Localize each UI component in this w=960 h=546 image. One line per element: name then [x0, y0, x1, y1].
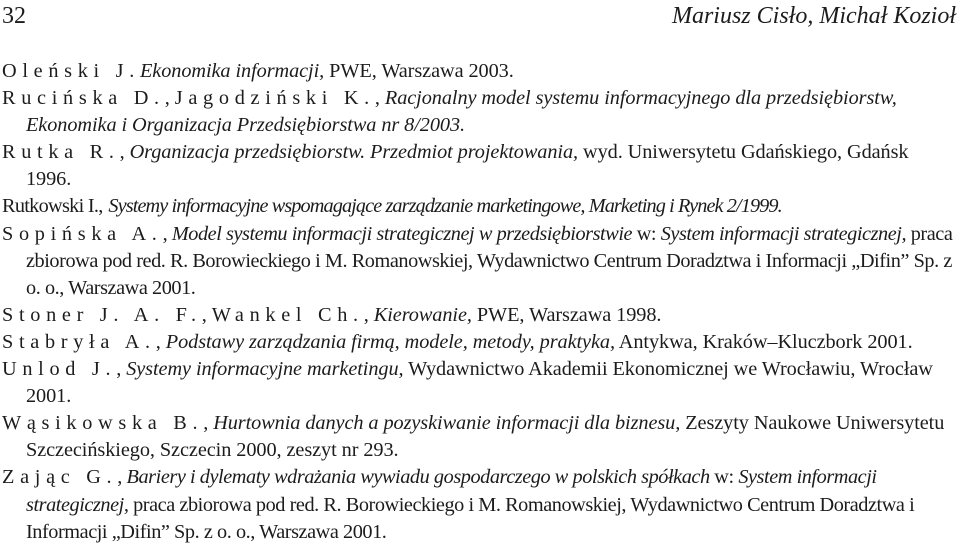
entry-title: Bariery i dylematy wdrażania wywiadu gospodarczego w polskich spółkach: [126, 466, 710, 489]
entry-publisher: Wydawnictwo Akademii Ekonomicznej we Wrocławiu, Wrocław 2001.: [26, 358, 933, 408]
bibliography-list: [2, 58, 957, 546]
entry-author: Unlod J.: [2, 358, 117, 381]
entry-connector: w:: [709, 466, 739, 489]
entry-author: Wąsikowska B.: [2, 412, 204, 435]
bibliography-entry: [2, 193, 957, 220]
bibliography-entry: [2, 356, 957, 410]
entry-publisher: PWE, Warszawa 1998.: [471, 303, 662, 326]
entry-author: Rutka R.: [2, 141, 120, 164]
entry-connector: w:: [632, 222, 661, 245]
entry-author: Rutkowski I.: [2, 195, 99, 218]
entry-separator: ,: [363, 303, 374, 326]
entry-book-title: System informacji strategicznej,: [26, 466, 877, 516]
entry-title: Ekonomika informacji,: [139, 60, 325, 82]
entry-separator: ,: [155, 330, 166, 353]
entry-separator: ,: [119, 141, 130, 164]
entry-author: Jagodziński K.: [174, 87, 375, 110]
bibliography-entry: [2, 302, 957, 329]
entry-title: Model systemu informacji strategicznej w przedsiębiorstwie: [171, 222, 633, 245]
entry-title: Kierowanie,: [373, 303, 472, 326]
page-number: 32: [2, 3, 26, 29]
entry-author: Sopińska A.: [2, 222, 163, 245]
bibliography-entry: [2, 85, 957, 139]
entry-title: Systemy informacyjne wspomagające zarządzanie marketingowe, Marketing i Rynek 2/1999.: [108, 195, 782, 218]
entry-separator: ,: [98, 195, 109, 218]
entry-separator: ,: [201, 303, 212, 326]
entry-separator: ,: [164, 87, 175, 110]
bibliography-entry: [2, 410, 957, 464]
entry-title: Organizacja przedsiębiorstw. Przedmiot projektowania,: [129, 141, 579, 164]
entry-author: Zając G.: [2, 466, 118, 489]
entry-separator: ,: [374, 87, 385, 110]
bibliography-entry: [2, 329, 957, 356]
running-head-authors: Mariusz Cisło, Michał Kozioł: [671, 3, 956, 29]
entry-title: Hurtownia danych a pozyskiwanie informacji dla biznesu,: [213, 412, 681, 435]
entry-publisher: Antykwa, Kraków–Kluczbork 2001.: [614, 330, 913, 353]
entry-book-title: System informacji strategicznej,: [660, 222, 907, 245]
bibliography-entry: [2, 221, 957, 302]
entry-publisher: Zeszyty Naukowe Uniwersytetu Szczecińskiego, Szczecin 2000, zeszyt nr 293.: [26, 412, 945, 462]
entry-author: Oleński J.: [2, 60, 140, 82]
entry-author: Stoner J. A. F.: [2, 303, 202, 326]
entry-title: Systemy informacyjne marketingu,: [126, 358, 404, 381]
entry-separator: ,: [203, 412, 214, 435]
entry-author: Wankel Ch.: [211, 303, 364, 326]
entry-separator: ,: [116, 358, 127, 381]
entry-publisher: PWE, Warszawa 2003.: [324, 60, 514, 82]
entry-separator: ,: [162, 222, 172, 245]
entry-publisher: wyd. Uniwersytetu Gdańskiego, Gdańsk 1996.: [26, 141, 909, 191]
entry-publisher: praca zbiorowa pod red. R. Borowieckiego i M. Romanowskiej, Wydawnictwo Centrum Doradztwa i Informacji „Difin” Sp. z o. o., Warszawa 2001.: [26, 222, 953, 299]
entry-title: Racjonalny model systemu informacyjnego dla przedsiębiorstw, Ekonomika i Organizacja Przedsiębiorstwa nr 8/2003.: [26, 87, 897, 137]
bibliography-entry: [2, 139, 957, 193]
entry-author: Rucińska D.: [2, 87, 165, 110]
bibliography-entry: [2, 58, 957, 85]
entry-title: Podstawy zarządzania firmą, modele, metody, praktyka,: [165, 330, 615, 353]
entry-separator: ,: [117, 466, 127, 489]
entry-publisher: praca zbiorowa pod red. R. Borowieckiego i M. Romanowskiej, Wydawnictwo Centrum Doradztwa i Informacji „Difin” Sp. z o. o., Warszawa 2001.: [26, 493, 915, 543]
entry-author: Stabryła A.: [2, 330, 156, 353]
bibliography-entry: [2, 464, 957, 545]
